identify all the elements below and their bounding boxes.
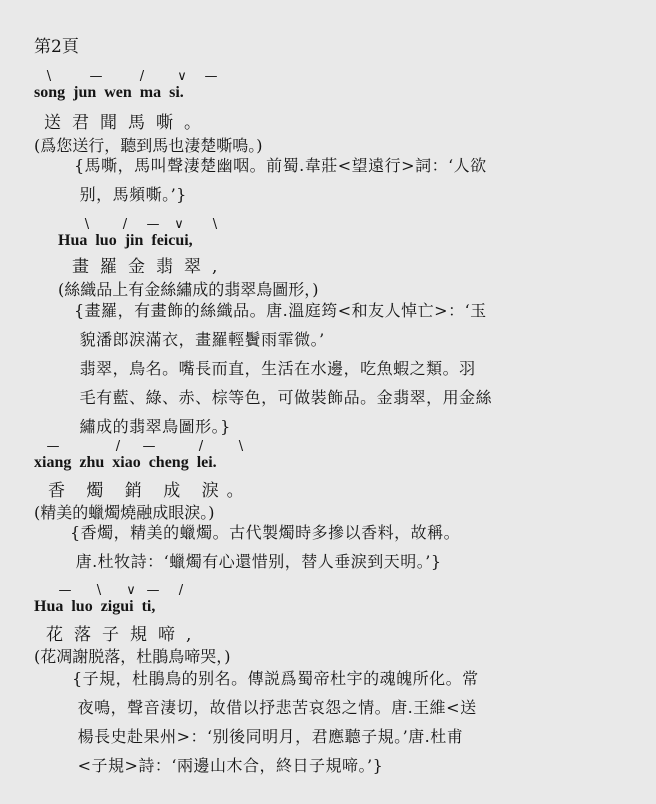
tone-mark: — [146,217,160,232]
tone-mark: ∨ [174,217,184,232]
gloss-line: (爲您送行，聽到馬也淒楚嘶鳴。) [34,136,263,155]
entry-3 [0,440,656,580]
tone-mark: / [139,69,145,84]
gloss-line: (精美的蠟燭燒融成眼淚。) [34,503,215,522]
tone-mark: / [115,439,121,454]
annotation: {畫羅，有畫飾的絲織品。唐.溫庭筠<和友人悼亡>：‘玉 貌潘郎淚滿衣，畫羅輕鬢雨霏微。’ 翡翠，鳥名。嘴長而直，生活在水邊，吃魚蝦之類。羽 毛有藍、綠、赤、棕等色，可做裝飾品。金翡翠，用金絲 繡成的翡翠鳥圖形。} [74,301,493,436]
tone-marks [34,584,234,598]
hanzi-line: 香 燭 銷 成 淚。 [48,481,252,501]
tone-marks [34,70,234,84]
annotation: {馬嘶，馬叫聲淒楚幽咽。前蜀.韋莊<望遠行>詞：‘人欲 别，馬頻嘶。’} [74,156,487,204]
pinyin-line: song jun wen ma si. [34,84,184,101]
tone-mark: — [142,439,156,454]
pinyin-line: Hua luo jin feicui, [58,232,193,249]
pinyin-line: Hua luo zigui ti, [34,598,156,615]
tone-mark: — [146,583,160,598]
tone-mark: — [46,439,60,454]
entry-4 [0,584,656,784]
tone-mark: — [204,69,218,84]
tone-mark: ∨ [126,583,136,598]
gloss-line: (花凋謝脱落，杜鵑鳥啼哭，) [34,647,231,666]
tone-mark: / [198,439,204,454]
entry-2 [0,218,656,438]
tone-mark: / [122,217,128,232]
hanzi-line: 送君聞馬嘶。 [44,113,212,133]
entry-1 [0,70,656,210]
tone-mark: \ [238,439,244,454]
annotation: {香燭，精美的蠟燭。古代製燭時多摻以香料，故稱。 唐.杜牧詩：‘蠟燭有心還惜别，替人垂淚到天明。’} [70,523,461,571]
tone-mark: — [58,583,72,598]
tone-mark: \ [212,217,218,232]
tone-mark: — [89,69,103,84]
tone-marks [34,440,274,454]
tone-mark: \ [84,217,90,232]
page-title: 第2頁 [34,37,79,57]
hanzi-line: 畫羅金翡翠, [72,257,229,277]
tone-mark: \ [46,69,52,84]
hanzi-line: 花落子規啼, [46,625,203,645]
tone-marks [58,218,258,232]
annotation: {子規，杜鵑鳥的别名。傳説爲蜀帝杜宇的魂魄所化。常 夜鳴，聲音淒切，故借以抒悲苦哀怨之情。唐.王維<送 楊長史赴果州>：‘别後同明月，君應聽子規。’唐.杜甫 <子規>詩：‘兩邊山木合，終日子規啼。’} [72,669,479,775]
tone-mark: / [178,583,184,598]
tone-mark: \ [96,583,102,598]
tone-mark: ∨ [177,69,187,84]
pinyin-line: xiang zhu xiao cheng lei. [34,454,217,471]
gloss-line: (絲織品上有金絲繡成的翡翠鳥圖形，) [58,280,319,299]
